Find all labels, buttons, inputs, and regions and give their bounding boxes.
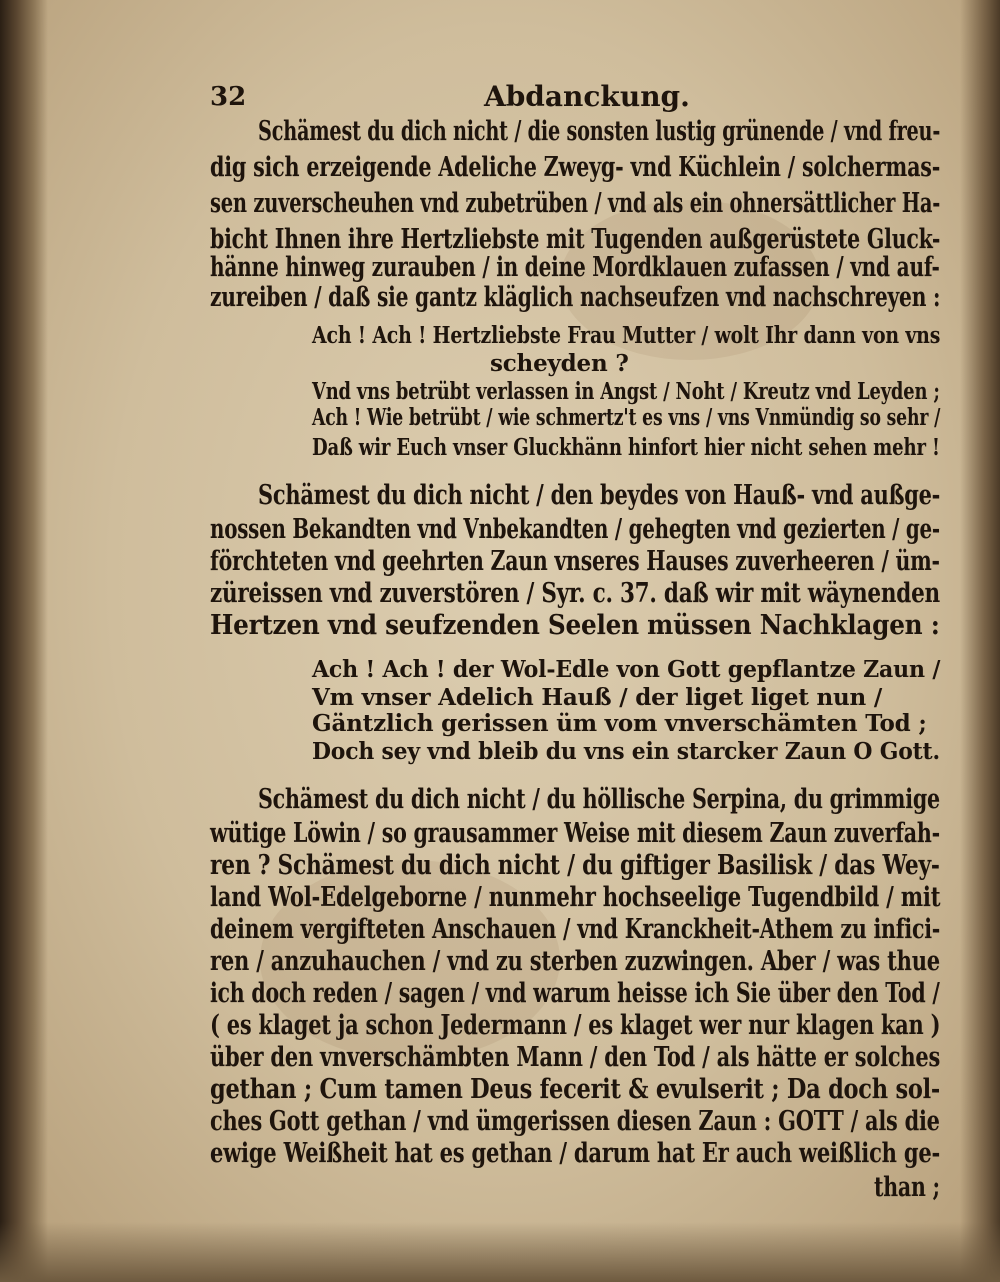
paragraph-1-line: zureiben / daß sie gantz kläglich nachseufzen vnd nachschreyen : bbox=[210, 282, 941, 313]
verse-1-line: Vnd vns betrübt verlassen in Angst / Noht / Kreutz vnd Leyden ; bbox=[312, 378, 940, 405]
verse-1-line: scheyden ? bbox=[490, 350, 629, 377]
page-edge-shadow bbox=[960, 0, 1000, 1282]
page-bottom-shadow bbox=[0, 1222, 1000, 1282]
paragraph-3-line: ren / anzuhauchen / vnd zu sterben zuzwingen. Aber / was thue bbox=[210, 946, 940, 977]
paragraph-3-line: ewige Weißheit hat es gethan / darum hat Er auch weißlich ge- bbox=[210, 1138, 940, 1169]
paragraph-3-line: ( es klaget ja schon Jedermann / es klaget wer nur klagen kan ) bbox=[210, 1010, 941, 1041]
paragraph-1-line: Schämest du dich nicht / die sonsten lustig grünende / vnd freu- bbox=[258, 116, 941, 147]
verse-1-line: Daß wir Euch vnser Gluckhänn hinfort hier nicht sehen mehr ! bbox=[312, 434, 940, 461]
paragraph-3-line: ren ? Schämest du dich nicht / du giftiger Basilisk / das Wey- bbox=[210, 850, 940, 881]
paragraph-3-line: Schämest du dich nicht / du höllische Serpina, du grimmige bbox=[258, 784, 940, 815]
paragraph-1-line: dig sich erzeigende Adeliche Zweyg- vnd Küchlein / solchermas- bbox=[210, 152, 941, 183]
paragraph-2-line: nossen Bekandten vnd Vnbekandten / gehegten vnd gezierten / ge- bbox=[210, 514, 940, 545]
paragraph-3-line: than ; bbox=[874, 1172, 940, 1203]
paragraph-3-line: ich doch reden / sagen / vnd warum heisse ich Sie über den Tod / bbox=[210, 978, 940, 1009]
page-gutter-shadow bbox=[0, 0, 48, 1282]
paragraph-3-line: über den vnverschämbten Mann / den Tod / als hätte er solches bbox=[210, 1042, 941, 1073]
running-title: Abdanckung. bbox=[484, 80, 690, 113]
paragraph-1-line: hänne hinweg zurauben / in deine Mordklauen zufassen / vnd auf- bbox=[210, 252, 940, 283]
verse-2-line: Ach ! Ach ! der Wol-Edle von Gott gepflantze Zaun / bbox=[312, 656, 941, 683]
paragraph-2-line: Hertzen vnd seufzenden Seelen müssen Nachklagen : bbox=[210, 610, 940, 641]
paragraph-3-line: deinem vergifteten Anschauen / vnd Kranckheit-Athem zu infici- bbox=[210, 914, 941, 945]
paragraph-1-line: bicht Ihnen ihre Hertzliebste mit Tugenden außgerüstete Gluck- bbox=[210, 224, 941, 255]
paragraph-2-line: züreissen vnd zuverstören / Syr. c. 37. daß wir mit wäynenden bbox=[210, 578, 940, 609]
paragraph-1-line: sen zuverscheuhen vnd zubetrüben / vnd als ein ohnersättlicher Ha- bbox=[210, 188, 941, 219]
verse-1-line: Ach ! Ach ! Hertzliebste Frau Mutter / wolt Ihr dann von vns bbox=[312, 322, 941, 349]
paragraph-3-line: ches Gott gethan / vnd ümgerissen diesen Zaun : GOTT / als die bbox=[210, 1106, 940, 1137]
verse-1-line: Ach ! Wie betrübt / wie schmertz't es vns / vns Vnmündig so sehr / bbox=[312, 404, 941, 431]
paragraph-2-line: Schämest du dich nicht / den beydes von Hauß- vnd außge- bbox=[258, 480, 941, 511]
verse-2-line: Gäntzlich gerissen üm vom vnverschämten Tod ; bbox=[312, 710, 927, 737]
page-number: 32 bbox=[210, 82, 247, 112]
verse-2-line: Vm vnser Adelich Hauß / der liget liget nun / bbox=[312, 684, 883, 711]
paragraph-2-line: förchteten vnd geehrten Zaun vnseres Hauses zuverheeren / üm- bbox=[210, 546, 940, 577]
paragraph-3-line: land Wol-Edelgeborne / nunmehr hochseelige Tugendbild / mit bbox=[210, 882, 941, 913]
verse-2-line: Doch sey vnd bleib du vns ein starcker Zaun O Gott. bbox=[312, 738, 940, 765]
paragraph-3-line: gethan ; Cum tamen Deus fecerit & evulserit ; Da doch sol- bbox=[210, 1074, 941, 1105]
paragraph-3-line: wütige Löwin / so grausammer Weise mit diesem Zaun zuverfah- bbox=[210, 818, 940, 849]
